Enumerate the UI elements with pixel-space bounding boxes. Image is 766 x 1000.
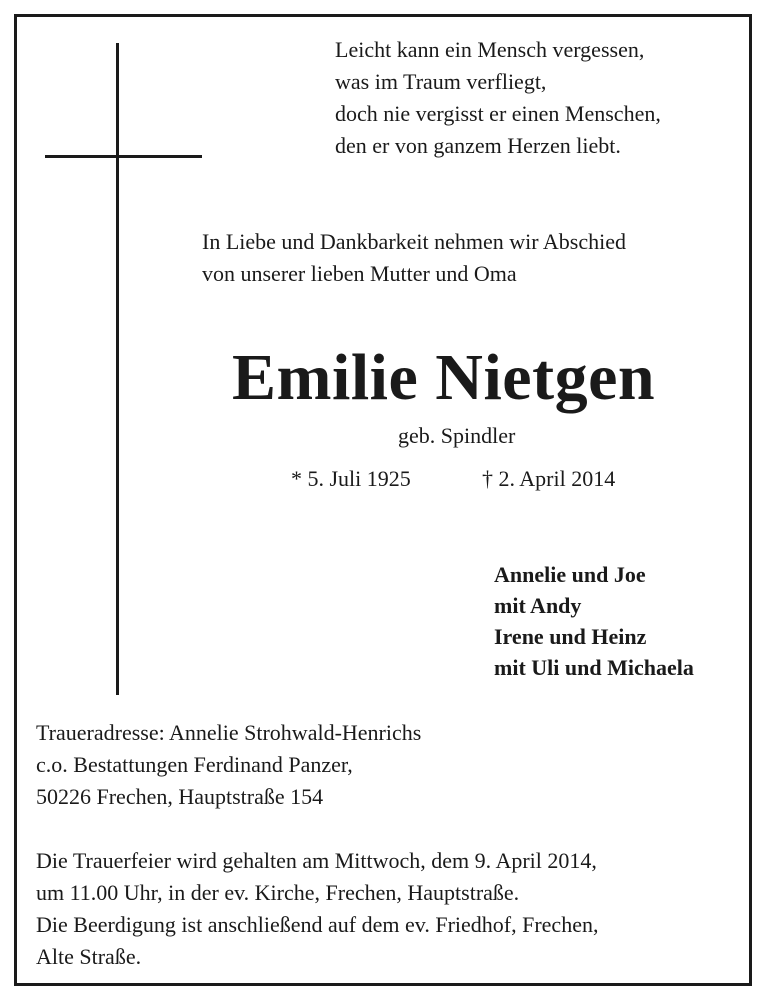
- address-line: Traueradresse: Annelie Strohwald-Henrichs: [36, 720, 422, 745]
- mourner-line: mit Uli und Michaela: [494, 655, 694, 680]
- ceremony-line: Die Beerdigung ist anschließend auf dem ev. Friedhof, Frechen,: [36, 912, 599, 937]
- intro-line: von unserer lieben Mutter und Oma: [202, 261, 517, 286]
- funeral-details: [36, 845, 598, 973]
- farewell-intro: [202, 226, 626, 290]
- condolence-address: [36, 717, 421, 813]
- poem-line: Leicht kann ein Mensch vergessen,: [335, 37, 645, 62]
- mourner-line: mit Andy: [494, 593, 582, 618]
- death-date: † 2. April 2014: [482, 466, 616, 491]
- ceremony-line: Die Trauerfeier wird gehalten am Mittwoch, dem 9. April 2014,: [36, 848, 597, 873]
- cross-icon-crossbar: [45, 155, 202, 158]
- mourner-line: Annelie und Joe: [494, 562, 646, 587]
- ceremony-line: Alte Straße.: [36, 944, 142, 969]
- mourners-list: [494, 559, 694, 683]
- mourner-line: Irene und Heinz: [494, 624, 647, 649]
- maiden-name: geb. Spindler: [398, 423, 516, 448]
- address-line: 50226 Frechen, Hauptstraße 154: [36, 784, 324, 809]
- poem: [335, 34, 661, 162]
- ceremony-line: um 11.00 Uhr, in der ev. Kirche, Frechen, Hauptstraße.: [36, 880, 520, 905]
- intro-line: In Liebe und Dankbarkeit nehmen wir Abschied: [202, 229, 626, 254]
- cross-icon: [116, 43, 119, 695]
- poem-line: den er von ganzem Herzen liebt.: [335, 133, 621, 158]
- address-line: c.o. Bestattungen Ferdinand Panzer,: [36, 752, 353, 777]
- poem-line: was im Traum verfliegt,: [335, 69, 547, 94]
- deceased-name: Emilie Nietgen: [232, 341, 656, 414]
- birth-date: * 5. Juli 1925: [291, 466, 411, 491]
- poem-line: doch nie vergisst er einen Menschen,: [335, 101, 661, 126]
